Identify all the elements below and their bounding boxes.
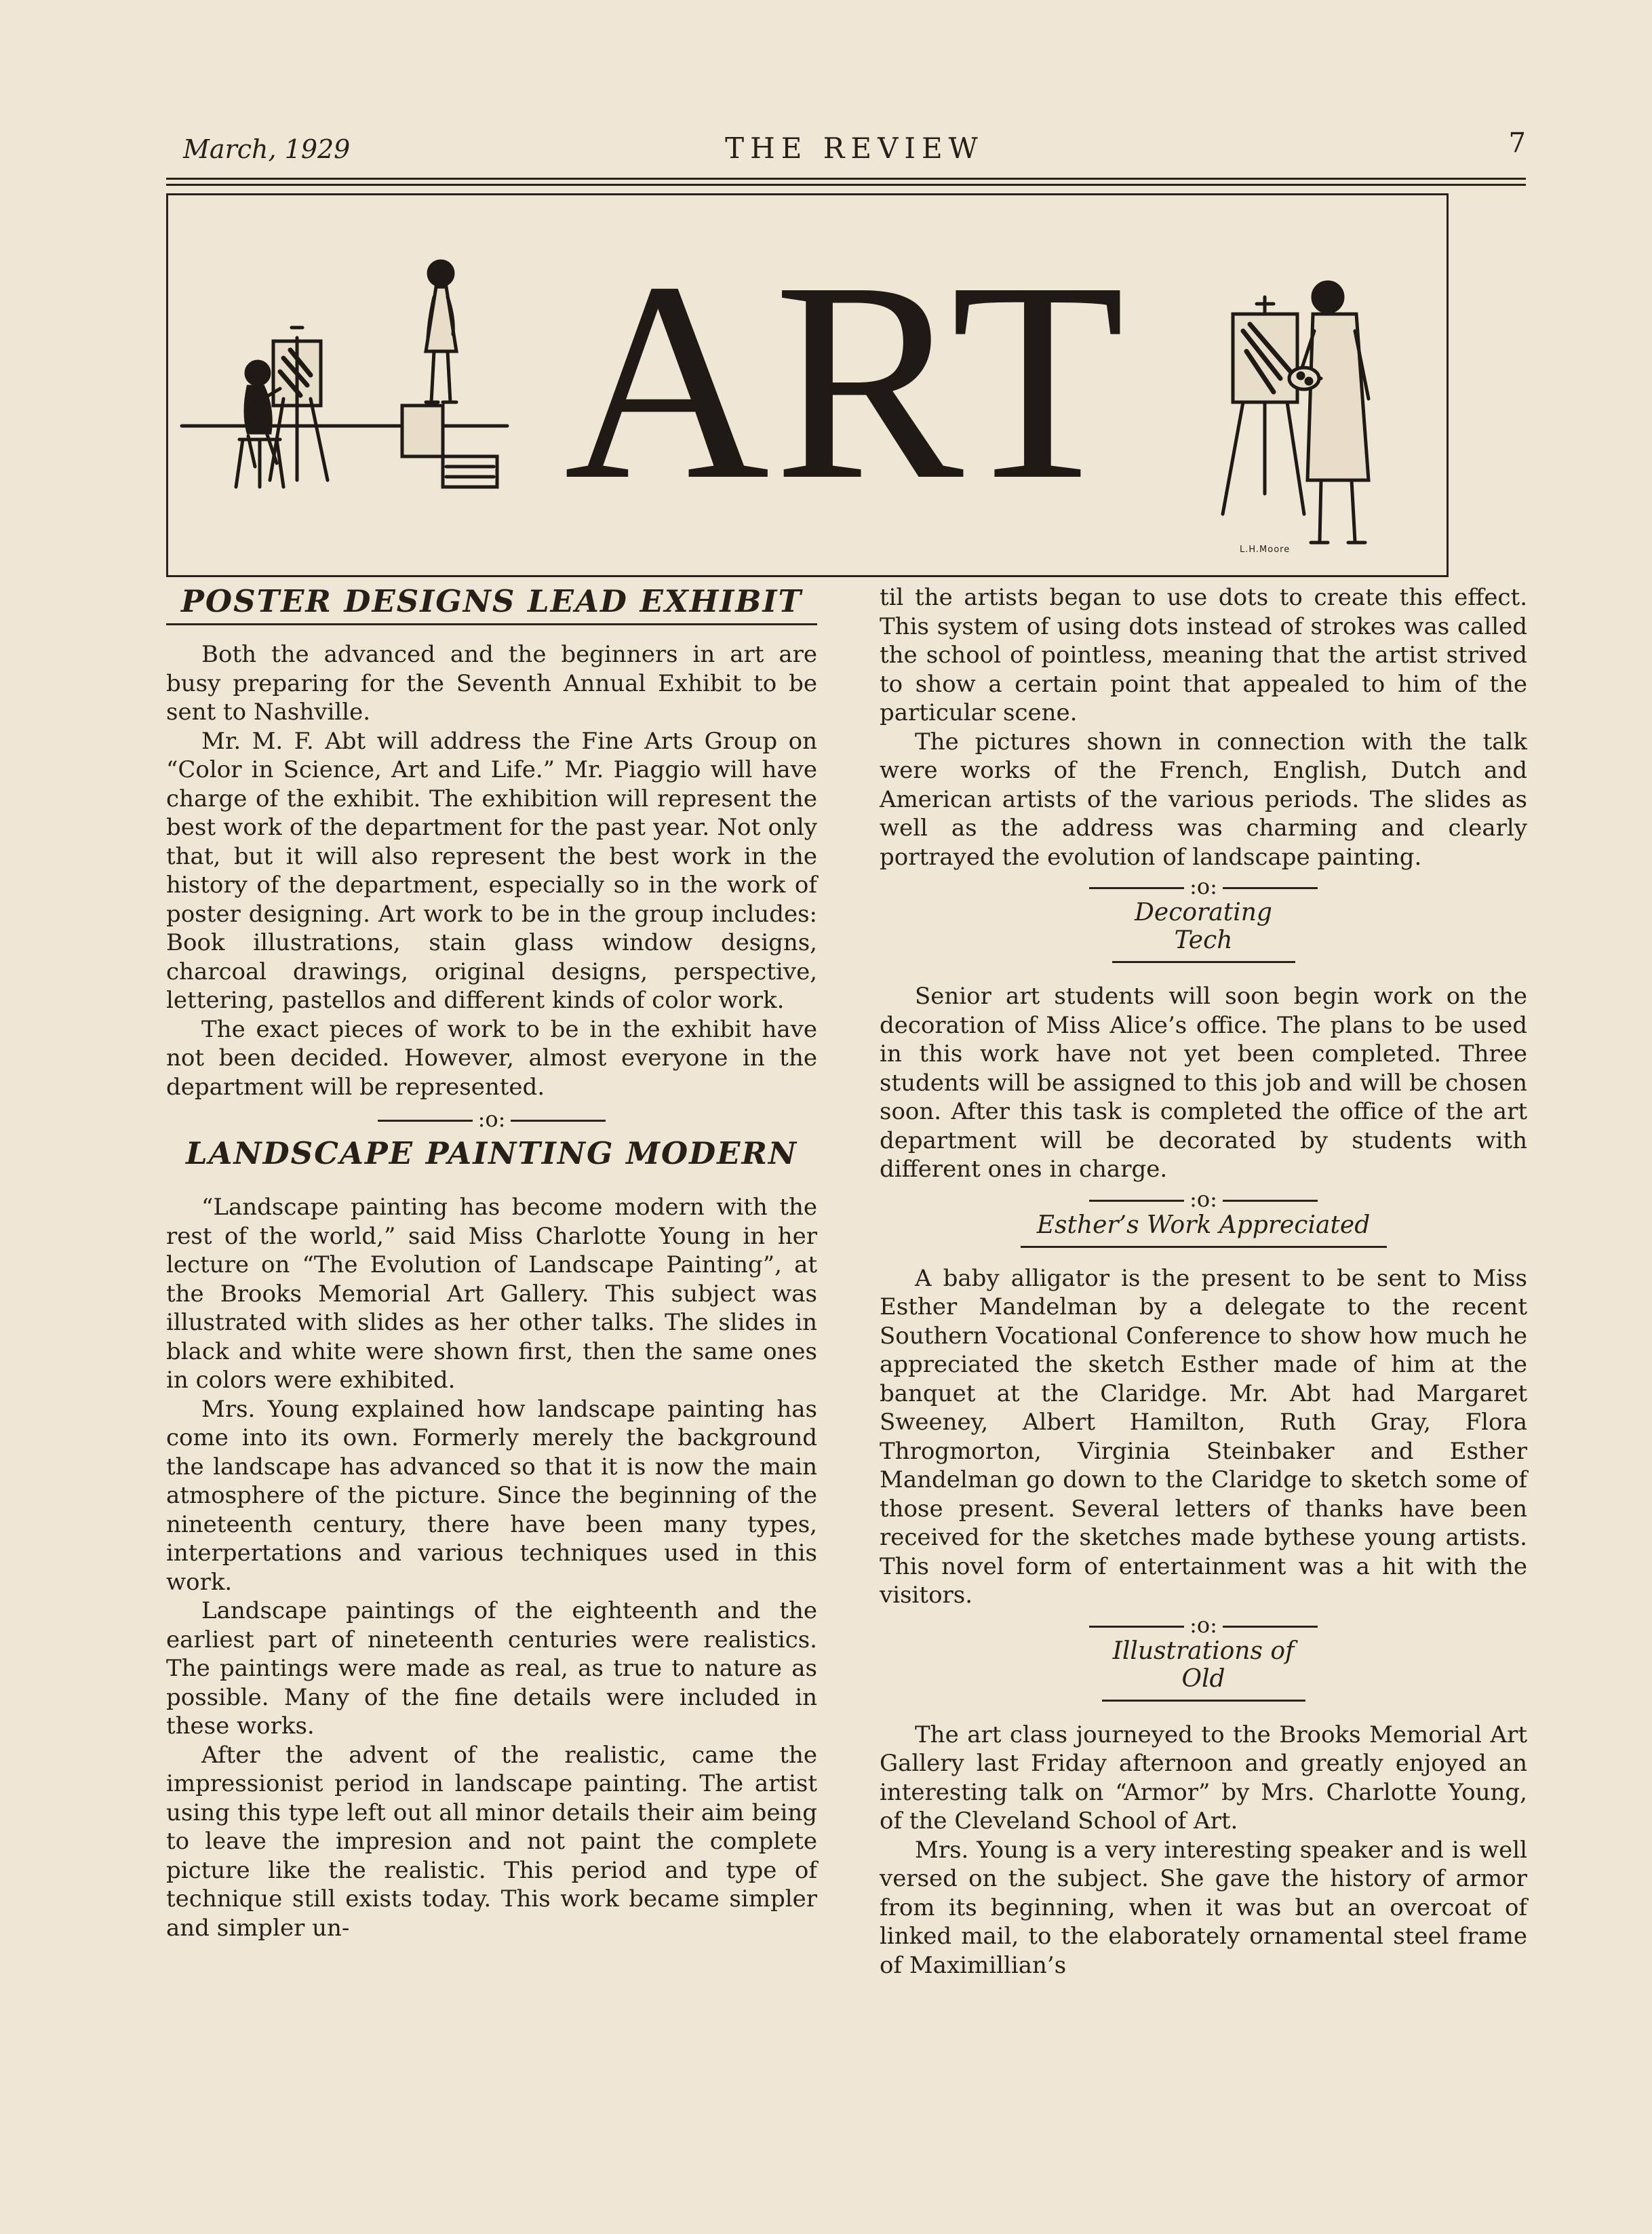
decorating-paragraph: Senior art students will soon begin work on the decoration of Miss Alice’s office. The plans to be used in this work have not yet been completed. Three students will be assigned to this job and will be chosen soon. After this task is completed the office of the art department will be decorated by students with different ones in charge. [880, 983, 1527, 1183]
standing-painter-illustration [1206, 195, 1409, 575]
landscape-continued-paragraph: til the artists began to use dots to create this effect. This system of using dots instead of strokes was called the school of pointless, meaning that the artist strived to show a certain point that appealed to him of the particular scene. [880, 584, 1527, 726]
art-banner [166, 193, 1449, 577]
header-rule-bottom [166, 184, 1526, 186]
illustrations-paragraph: Mrs. Young is a very interesting speaker and is well versed on the subject. She gave the history of armor from its beginning, when it was but an overcoat of linked mail, to the elaborately ornamental steel frame of Maximillian’s [880, 1836, 1527, 1979]
left-column [166, 583, 817, 1942]
poster-paragraph: Both the advanced and the beginners in art are busy preparing for the Seventh Annual Exhibit to be sent to Nashville. [166, 641, 817, 726]
banner-title: ART [564, 223, 1129, 538]
poster-paragraph: The exact pieces of work to be in the exhibit have not been decided. However, almost everyone in the department will be represented. [166, 1015, 817, 1101]
section-separator: :o: [880, 1613, 1527, 1637]
publication-title: THE REVIEW [725, 132, 984, 165]
section-separator: :o: [880, 874, 1527, 899]
running-head [183, 128, 1526, 175]
esther-headline: Esther’s Work Appreciated [1021, 1211, 1387, 1248]
section-separator: :o: [166, 1107, 817, 1131]
issue-date: March, 1929 [183, 134, 351, 164]
poster-paragraph: Mr. M. F. Abt will address the Fine Arts Group on “Color in Science, Art and Life.” Mr. Piaggio will have charge of the exhibit. The exhibition will represent the best work of the department for the past year. Not only that, but it will also represent the best work in the history of the department, especially so in the work of poster designing. Art work to be in the group includes: Book illustrations, stain glass window designs, charcoal drawings, original designs, perspective, lettering, pastellos and different kinds of color work. [166, 727, 817, 1014]
page-number: 7 [1508, 128, 1526, 159]
landscape-headline: LANDSCAPE PAINTING MODERN [185, 1135, 798, 1171]
landscape-paragraph: “Landscape painting has become modern with the rest of the world,” said Miss Charlotte Young in her lecture on “The Evolution of Landscape Painting”, at the Brooks Memorial Art Gallery. This subject was illustrated with slides as her other talks. The slides in black and white were shown first, then the same ones in colors were exhibited. [166, 1194, 817, 1394]
section-separator: :o: [880, 1187, 1527, 1211]
landscape-paragraph: Landscape paintings of the eighteenth and the earliest part of nineteenth centuries were realistics. The paintings were made as real, as true to nature as possible. Many of the fine details were included in these works. [166, 1597, 817, 1740]
right-column [880, 583, 1527, 1980]
decorating-headline: Decorating Tech [1112, 899, 1295, 963]
landscape-continued-paragraph: The pictures shown in connection with the talk were works of the French, English, Dutch and American artists of the various periods. The slides as well as the address was charming and clearly portrayed the evolution of landscape painting. [880, 728, 1527, 871]
illustrations-headline: Illustrations of Old [1102, 1637, 1305, 1702]
esther-paragraph: A baby alligator is the present to be sent to Miss Esther Mandelman by a delegate to the recent Southern Vocational Conference to show how much he appreciated the sketch Esther made of him at the banquet at the Claridge. Mr. Abt had Margaret Sweeney, Albert Hamilton, Ruth Gray, Flora Throgmorton, Virginia Steinbaker and Esther Mandelman go down to the Claridge to sketch some of those present. Several letters of thanks have been received for the sketches made bythese young artists. This novel form of entertainment was a hit with the visitors. [880, 1264, 1527, 1609]
illustrations-paragraph: The art class journeyed to the Brooks Memorial Art Gallery last Friday afternoon and greatly enjoyed an interesting talk on “Armor” by Mrs. Charlotte Young, of the Cleveland School of Art. [880, 1721, 1527, 1835]
illustrator-signature: L.H.Moore [1240, 545, 1291, 555]
header-rule-top [166, 178, 1526, 180]
poster-headline: POSTER DESIGNS LEAD EXHIBIT [166, 583, 817, 625]
seated-artist-illustration [168, 195, 521, 575]
landscape-paragraph: After the advent of the realistic, came the impressionist period in landscape painting. The artist using this type left out all minor details their aim being to leave the impresion and not paint the complete picture like the realistic. This period and type of technique still exists today. This work became simpler and simpler un- [166, 1741, 817, 1942]
landscape-paragraph: Mrs. Young explained how landscape painting has come into its own. Formerly merely the background the landscape has advanced so that it is now the main atmosphere of the picture. Since the beginning of the nineteenth century, there have been many types, interpertations and various techniques used in this work. [166, 1395, 817, 1596]
